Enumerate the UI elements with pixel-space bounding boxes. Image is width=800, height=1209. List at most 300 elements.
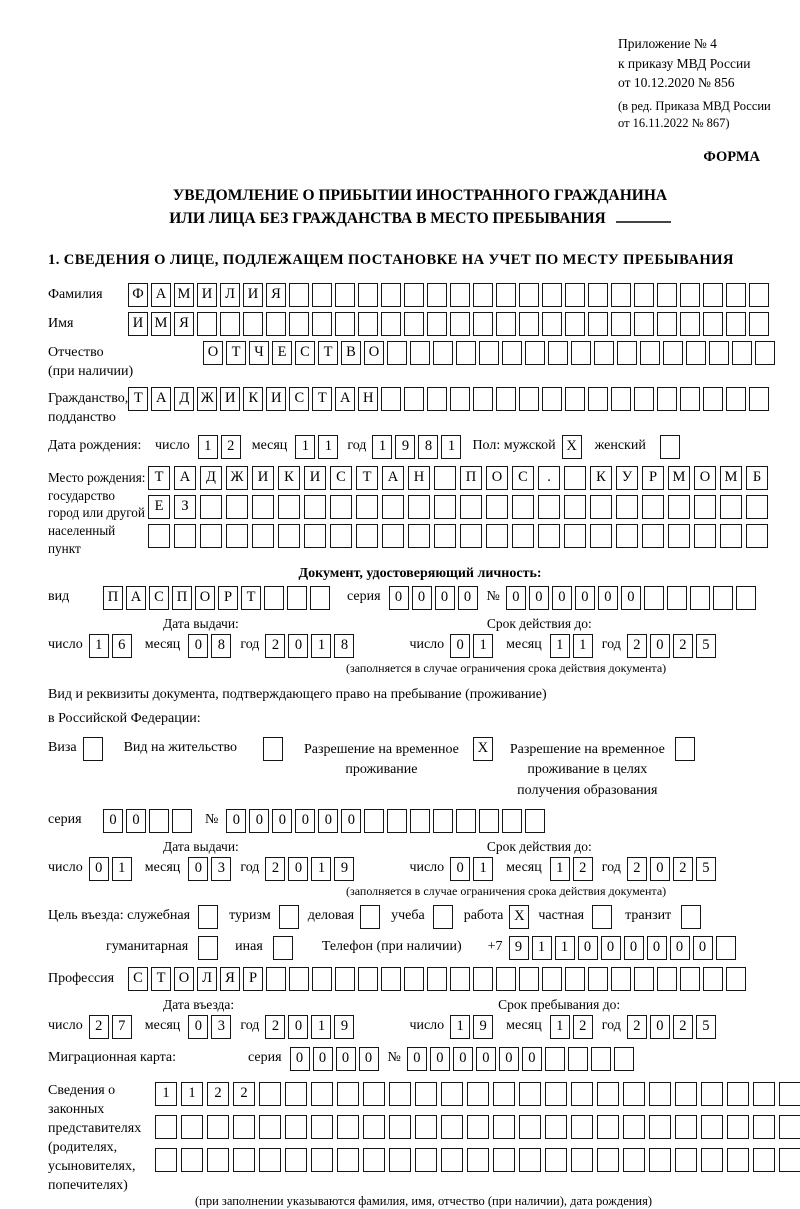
char-cell[interactable] xyxy=(311,1082,333,1106)
char-cell[interactable] xyxy=(779,1082,800,1106)
char-cell[interactable] xyxy=(545,1082,567,1106)
char-cell[interactable]: Я xyxy=(220,967,240,991)
male-checkbox[interactable]: X xyxy=(562,435,582,459)
char-cell[interactable]: И xyxy=(197,283,217,307)
char-cell[interactable] xyxy=(404,967,424,991)
char-cell[interactable] xyxy=(746,524,768,548)
char-cell[interactable] xyxy=(486,495,508,519)
char-cell[interactable]: Д xyxy=(200,466,222,490)
char-cell[interactable] xyxy=(434,524,456,548)
char-cell[interactable] xyxy=(502,809,522,833)
char-cell[interactable]: 5 xyxy=(696,634,716,658)
char-cell[interactable] xyxy=(727,1082,749,1106)
char-cell[interactable] xyxy=(427,312,447,336)
char-cell[interactable]: 0 xyxy=(578,936,598,960)
char-cell[interactable] xyxy=(356,495,378,519)
char-cell[interactable] xyxy=(564,495,586,519)
char-cell[interactable]: В xyxy=(341,341,361,365)
char-cell[interactable] xyxy=(335,283,355,307)
char-cell[interactable] xyxy=(590,524,612,548)
char-cell[interactable] xyxy=(644,586,664,610)
char-cell[interactable]: 0 xyxy=(318,809,338,833)
char-cell[interactable]: 1 xyxy=(198,435,218,459)
char-cell[interactable] xyxy=(456,341,476,365)
char-cell[interactable]: О xyxy=(694,466,716,490)
char-cell[interactable]: С xyxy=(295,341,315,365)
char-cell[interactable]: 0 xyxy=(647,936,667,960)
char-cell[interactable] xyxy=(726,283,746,307)
char-cell[interactable] xyxy=(571,1115,593,1139)
char-cell[interactable] xyxy=(415,1082,437,1106)
char-cell[interactable]: 1 xyxy=(473,634,493,658)
char-cell[interactable]: М xyxy=(668,466,690,490)
char-cell[interactable]: А xyxy=(335,387,355,411)
char-cell[interactable]: 1 xyxy=(532,936,552,960)
char-cell[interactable] xyxy=(493,1148,515,1172)
char-cell[interactable] xyxy=(473,312,493,336)
char-cell[interactable] xyxy=(363,1148,385,1172)
char-cell[interactable] xyxy=(720,495,742,519)
char-cell[interactable] xyxy=(716,936,736,960)
char-cell[interactable] xyxy=(356,524,378,548)
char-cell[interactable] xyxy=(727,1115,749,1139)
char-cell[interactable] xyxy=(337,1115,359,1139)
char-cell[interactable] xyxy=(779,1148,800,1172)
char-cell[interactable] xyxy=(312,283,332,307)
char-cell[interactable] xyxy=(753,1082,775,1106)
char-cell[interactable]: Д xyxy=(174,387,194,411)
char-cell[interactable]: И xyxy=(220,387,240,411)
char-cell[interactable] xyxy=(545,1047,565,1071)
char-cell[interactable] xyxy=(312,312,332,336)
char-cell[interactable] xyxy=(252,495,274,519)
char-cell[interactable] xyxy=(174,524,196,548)
char-cell[interactable]: П xyxy=(103,586,123,610)
char-cell[interactable]: 0 xyxy=(621,586,641,610)
char-cell[interactable] xyxy=(172,809,192,833)
char-cell[interactable]: А xyxy=(126,586,146,610)
char-cell[interactable] xyxy=(703,312,723,336)
char-cell[interactable]: 2 xyxy=(627,1015,647,1039)
char-cell[interactable] xyxy=(732,341,752,365)
char-cell[interactable] xyxy=(519,1115,541,1139)
char-cell[interactable] xyxy=(542,283,562,307)
purpose-business-checkbox[interactable] xyxy=(360,905,380,929)
purpose-study-checkbox[interactable] xyxy=(433,905,453,929)
char-cell[interactable]: 1 xyxy=(573,634,593,658)
char-cell[interactable] xyxy=(571,341,591,365)
char-cell[interactable] xyxy=(155,1115,177,1139)
char-cell[interactable]: И xyxy=(252,466,274,490)
char-cell[interactable] xyxy=(259,1082,281,1106)
char-cell[interactable]: О xyxy=(364,341,384,365)
char-cell[interactable]: Р xyxy=(243,967,263,991)
char-cell[interactable]: 3 xyxy=(211,1015,231,1039)
char-cell[interactable] xyxy=(364,809,384,833)
char-cell[interactable] xyxy=(197,312,217,336)
char-cell[interactable] xyxy=(545,1148,567,1172)
char-cell[interactable] xyxy=(363,1082,385,1106)
char-cell[interactable] xyxy=(427,283,447,307)
char-cell[interactable] xyxy=(450,387,470,411)
char-cell[interactable] xyxy=(512,524,534,548)
char-cell[interactable]: 0 xyxy=(598,586,618,610)
char-cell[interactable] xyxy=(473,967,493,991)
char-cell[interactable] xyxy=(415,1115,437,1139)
char-cell[interactable] xyxy=(278,495,300,519)
char-cell[interactable] xyxy=(675,1082,697,1106)
char-cell[interactable]: П xyxy=(460,466,482,490)
char-cell[interactable] xyxy=(200,495,222,519)
char-cell[interactable]: 0 xyxy=(670,936,690,960)
char-cell[interactable]: 0 xyxy=(450,857,470,881)
char-cell[interactable]: Ж xyxy=(197,387,217,411)
char-cell[interactable]: 0 xyxy=(188,857,208,881)
char-cell[interactable] xyxy=(701,1148,723,1172)
char-cell[interactable] xyxy=(310,586,330,610)
char-cell[interactable]: 5 xyxy=(696,1015,716,1039)
char-cell[interactable]: 0 xyxy=(407,1047,427,1071)
char-cell[interactable] xyxy=(450,312,470,336)
temp-residence-checkbox[interactable]: X xyxy=(473,737,493,761)
char-cell[interactable] xyxy=(467,1115,489,1139)
char-cell[interactable]: 5 xyxy=(696,857,716,881)
char-cell[interactable] xyxy=(538,524,560,548)
char-cell[interactable]: Т xyxy=(226,341,246,365)
char-cell[interactable] xyxy=(456,809,476,833)
char-cell[interactable] xyxy=(285,1082,307,1106)
char-cell[interactable] xyxy=(149,809,169,833)
char-cell[interactable]: 0 xyxy=(522,1047,542,1071)
char-cell[interactable] xyxy=(720,524,742,548)
char-cell[interactable] xyxy=(181,1148,203,1172)
char-cell[interactable] xyxy=(675,1148,697,1172)
char-cell[interactable] xyxy=(611,283,631,307)
char-cell[interactable] xyxy=(726,387,746,411)
char-cell[interactable] xyxy=(565,312,585,336)
char-cell[interactable] xyxy=(387,341,407,365)
char-cell[interactable] xyxy=(565,967,585,991)
char-cell[interactable]: А xyxy=(151,283,171,307)
char-cell[interactable] xyxy=(233,1115,255,1139)
char-cell[interactable]: 0 xyxy=(359,1047,379,1071)
char-cell[interactable] xyxy=(148,524,170,548)
char-cell[interactable]: 1 xyxy=(450,1015,470,1039)
char-cell[interactable]: 8 xyxy=(418,435,438,459)
char-cell[interactable] xyxy=(479,341,499,365)
char-cell[interactable] xyxy=(441,1082,463,1106)
char-cell[interactable] xyxy=(337,1148,359,1172)
char-cell[interactable] xyxy=(617,341,637,365)
char-cell[interactable] xyxy=(266,312,286,336)
char-cell[interactable] xyxy=(289,967,309,991)
char-cell[interactable]: 9 xyxy=(334,857,354,881)
char-cell[interactable]: Т xyxy=(318,341,338,365)
char-cell[interactable] xyxy=(614,1047,634,1071)
char-cell[interactable]: 0 xyxy=(624,936,644,960)
char-cell[interactable]: С xyxy=(149,586,169,610)
char-cell[interactable]: О xyxy=(174,967,194,991)
char-cell[interactable] xyxy=(404,283,424,307)
char-cell[interactable]: А xyxy=(382,466,404,490)
char-cell[interactable]: 0 xyxy=(389,586,409,610)
char-cell[interactable] xyxy=(496,283,516,307)
char-cell[interactable] xyxy=(694,524,716,548)
char-cell[interactable] xyxy=(701,1115,723,1139)
char-cell[interactable] xyxy=(597,1082,619,1106)
char-cell[interactable]: 1 xyxy=(372,435,392,459)
char-cell[interactable] xyxy=(410,809,430,833)
char-cell[interactable] xyxy=(433,809,453,833)
char-cell[interactable]: 0 xyxy=(435,586,455,610)
char-cell[interactable] xyxy=(486,524,508,548)
char-cell[interactable] xyxy=(381,283,401,307)
char-cell[interactable]: 2 xyxy=(627,857,647,881)
char-cell[interactable] xyxy=(493,1115,515,1139)
char-cell[interactable] xyxy=(746,495,768,519)
char-cell[interactable] xyxy=(363,1115,385,1139)
char-cell[interactable] xyxy=(512,495,534,519)
char-cell[interactable]: 2 xyxy=(627,634,647,658)
char-cell[interactable] xyxy=(496,387,516,411)
char-cell[interactable]: 0 xyxy=(650,634,670,658)
char-cell[interactable] xyxy=(519,1082,541,1106)
char-cell[interactable]: 0 xyxy=(89,857,109,881)
char-cell[interactable] xyxy=(538,495,560,519)
char-cell[interactable]: Я xyxy=(266,283,286,307)
char-cell[interactable]: 0 xyxy=(693,936,713,960)
char-cell[interactable] xyxy=(590,495,612,519)
char-cell[interactable]: 8 xyxy=(211,634,231,658)
char-cell[interactable]: О xyxy=(486,466,508,490)
char-cell[interactable]: 0 xyxy=(188,1015,208,1039)
char-cell[interactable] xyxy=(311,1115,333,1139)
char-cell[interactable]: 1 xyxy=(155,1082,177,1106)
char-cell[interactable] xyxy=(427,967,447,991)
char-cell[interactable] xyxy=(289,312,309,336)
char-cell[interactable] xyxy=(381,387,401,411)
char-cell[interactable]: О xyxy=(203,341,223,365)
char-cell[interactable] xyxy=(565,387,585,411)
char-cell[interactable] xyxy=(381,312,401,336)
char-cell[interactable] xyxy=(519,1148,541,1172)
char-cell[interactable]: 0 xyxy=(341,809,361,833)
char-cell[interactable]: 0 xyxy=(450,634,470,658)
char-cell[interactable] xyxy=(694,495,716,519)
char-cell[interactable]: 1 xyxy=(441,435,461,459)
char-cell[interactable] xyxy=(597,1148,619,1172)
char-cell[interactable] xyxy=(264,586,284,610)
char-cell[interactable] xyxy=(571,1082,593,1106)
char-cell[interactable]: Н xyxy=(408,466,430,490)
char-cell[interactable] xyxy=(564,524,586,548)
char-cell[interactable] xyxy=(408,524,430,548)
char-cell[interactable]: Ж xyxy=(226,466,248,490)
char-cell[interactable] xyxy=(657,967,677,991)
char-cell[interactable]: 1 xyxy=(318,435,338,459)
char-cell[interactable] xyxy=(663,341,683,365)
char-cell[interactable] xyxy=(382,495,404,519)
char-cell[interactable] xyxy=(434,495,456,519)
char-cell[interactable] xyxy=(335,312,355,336)
char-cell[interactable] xyxy=(571,1148,593,1172)
char-cell[interactable] xyxy=(675,1115,697,1139)
char-cell[interactable]: 0 xyxy=(272,809,292,833)
char-cell[interactable] xyxy=(285,1148,307,1172)
char-cell[interactable] xyxy=(220,312,240,336)
char-cell[interactable]: Т xyxy=(128,387,148,411)
char-cell[interactable] xyxy=(289,283,309,307)
char-cell[interactable] xyxy=(657,312,677,336)
char-cell[interactable] xyxy=(749,312,769,336)
char-cell[interactable]: Т xyxy=(148,466,170,490)
char-cell[interactable] xyxy=(680,283,700,307)
char-cell[interactable]: . xyxy=(538,466,560,490)
char-cell[interactable]: 1 xyxy=(550,634,570,658)
char-cell[interactable]: 1 xyxy=(295,435,315,459)
char-cell[interactable]: 0 xyxy=(288,634,308,658)
purpose-other-checkbox[interactable] xyxy=(273,936,293,960)
char-cell[interactable] xyxy=(259,1148,281,1172)
char-cell[interactable] xyxy=(252,524,274,548)
char-cell[interactable]: 1 xyxy=(311,634,331,658)
char-cell[interactable] xyxy=(304,495,326,519)
char-cell[interactable] xyxy=(753,1148,775,1172)
char-cell[interactable]: Я xyxy=(174,312,194,336)
char-cell[interactable] xyxy=(427,387,447,411)
char-cell[interactable] xyxy=(358,283,378,307)
char-cell[interactable]: 2 xyxy=(673,857,693,881)
char-cell[interactable]: 0 xyxy=(552,586,572,610)
char-cell[interactable] xyxy=(460,524,482,548)
char-cell[interactable] xyxy=(259,1115,281,1139)
char-cell[interactable] xyxy=(642,495,664,519)
char-cell[interactable]: 2 xyxy=(673,1015,693,1039)
char-cell[interactable]: 2 xyxy=(673,634,693,658)
char-cell[interactable]: 1 xyxy=(550,1015,570,1039)
char-cell[interactable]: 0 xyxy=(290,1047,310,1071)
char-cell[interactable]: 0 xyxy=(336,1047,356,1071)
char-cell[interactable] xyxy=(611,967,631,991)
char-cell[interactable] xyxy=(667,586,687,610)
char-cell[interactable]: И xyxy=(304,466,326,490)
char-cell[interactable] xyxy=(496,967,516,991)
purpose-private-checkbox[interactable] xyxy=(592,905,612,929)
char-cell[interactable] xyxy=(467,1082,489,1106)
char-cell[interactable] xyxy=(668,524,690,548)
char-cell[interactable] xyxy=(649,1115,671,1139)
char-cell[interactable]: 0 xyxy=(313,1047,333,1071)
char-cell[interactable] xyxy=(525,341,545,365)
char-cell[interactable] xyxy=(304,524,326,548)
char-cell[interactable] xyxy=(749,387,769,411)
char-cell[interactable]: У xyxy=(616,466,638,490)
char-cell[interactable] xyxy=(155,1148,177,1172)
char-cell[interactable] xyxy=(387,809,407,833)
char-cell[interactable]: 0 xyxy=(506,586,526,610)
char-cell[interactable]: 0 xyxy=(458,586,478,610)
char-cell[interactable] xyxy=(519,387,539,411)
char-cell[interactable]: 1 xyxy=(89,634,109,658)
char-cell[interactable] xyxy=(519,967,539,991)
purpose-humanitarian-checkbox[interactable] xyxy=(198,936,218,960)
char-cell[interactable]: П xyxy=(172,586,192,610)
char-cell[interactable] xyxy=(568,1047,588,1071)
char-cell[interactable] xyxy=(703,387,723,411)
char-cell[interactable]: 1 xyxy=(473,857,493,881)
char-cell[interactable] xyxy=(640,341,660,365)
char-cell[interactable]: 1 xyxy=(112,857,132,881)
char-cell[interactable]: 1 xyxy=(311,857,331,881)
char-cell[interactable] xyxy=(649,1148,671,1172)
char-cell[interactable] xyxy=(311,1148,333,1172)
char-cell[interactable] xyxy=(525,809,545,833)
char-cell[interactable] xyxy=(548,341,568,365)
char-cell[interactable] xyxy=(588,312,608,336)
char-cell[interactable]: К xyxy=(243,387,263,411)
char-cell[interactable] xyxy=(337,1082,359,1106)
char-cell[interactable] xyxy=(690,586,710,610)
char-cell[interactable] xyxy=(564,466,586,490)
char-cell[interactable] xyxy=(749,283,769,307)
char-cell[interactable]: 2 xyxy=(221,435,241,459)
char-cell[interactable] xyxy=(588,967,608,991)
char-cell[interactable]: 9 xyxy=(473,1015,493,1039)
char-cell[interactable]: К xyxy=(278,466,300,490)
female-checkbox[interactable] xyxy=(660,435,680,459)
char-cell[interactable] xyxy=(441,1148,463,1172)
char-cell[interactable] xyxy=(404,312,424,336)
char-cell[interactable] xyxy=(634,283,654,307)
char-cell[interactable] xyxy=(226,524,248,548)
char-cell[interactable]: И xyxy=(128,312,148,336)
char-cell[interactable] xyxy=(266,967,286,991)
char-cell[interactable] xyxy=(703,967,723,991)
char-cell[interactable] xyxy=(441,1115,463,1139)
char-cell[interactable]: Ф xyxy=(128,283,148,307)
char-cell[interactable] xyxy=(278,524,300,548)
char-cell[interactable] xyxy=(335,967,355,991)
char-cell[interactable]: 9 xyxy=(334,1015,354,1039)
char-cell[interactable] xyxy=(358,312,378,336)
char-cell[interactable]: Е xyxy=(272,341,292,365)
char-cell[interactable] xyxy=(207,1148,229,1172)
char-cell[interactable] xyxy=(616,495,638,519)
char-cell[interactable]: И xyxy=(243,283,263,307)
char-cell[interactable]: 2 xyxy=(89,1015,109,1039)
char-cell[interactable] xyxy=(736,586,756,610)
char-cell[interactable]: 2 xyxy=(233,1082,255,1106)
char-cell[interactable]: С xyxy=(512,466,534,490)
char-cell[interactable]: 9 xyxy=(509,936,529,960)
char-cell[interactable]: 0 xyxy=(575,586,595,610)
char-cell[interactable]: 0 xyxy=(288,1015,308,1039)
char-cell[interactable] xyxy=(634,312,654,336)
char-cell[interactable] xyxy=(519,283,539,307)
char-cell[interactable] xyxy=(668,495,690,519)
char-cell[interactable]: И xyxy=(266,387,286,411)
char-cell[interactable] xyxy=(381,967,401,991)
char-cell[interactable] xyxy=(542,387,562,411)
char-cell[interactable] xyxy=(611,387,631,411)
char-cell[interactable] xyxy=(597,1115,619,1139)
char-cell[interactable] xyxy=(287,586,307,610)
char-cell[interactable]: Е xyxy=(148,495,170,519)
char-cell[interactable] xyxy=(493,1082,515,1106)
char-cell[interactable]: 0 xyxy=(412,586,432,610)
char-cell[interactable] xyxy=(623,1148,645,1172)
char-cell[interactable]: М xyxy=(151,312,171,336)
